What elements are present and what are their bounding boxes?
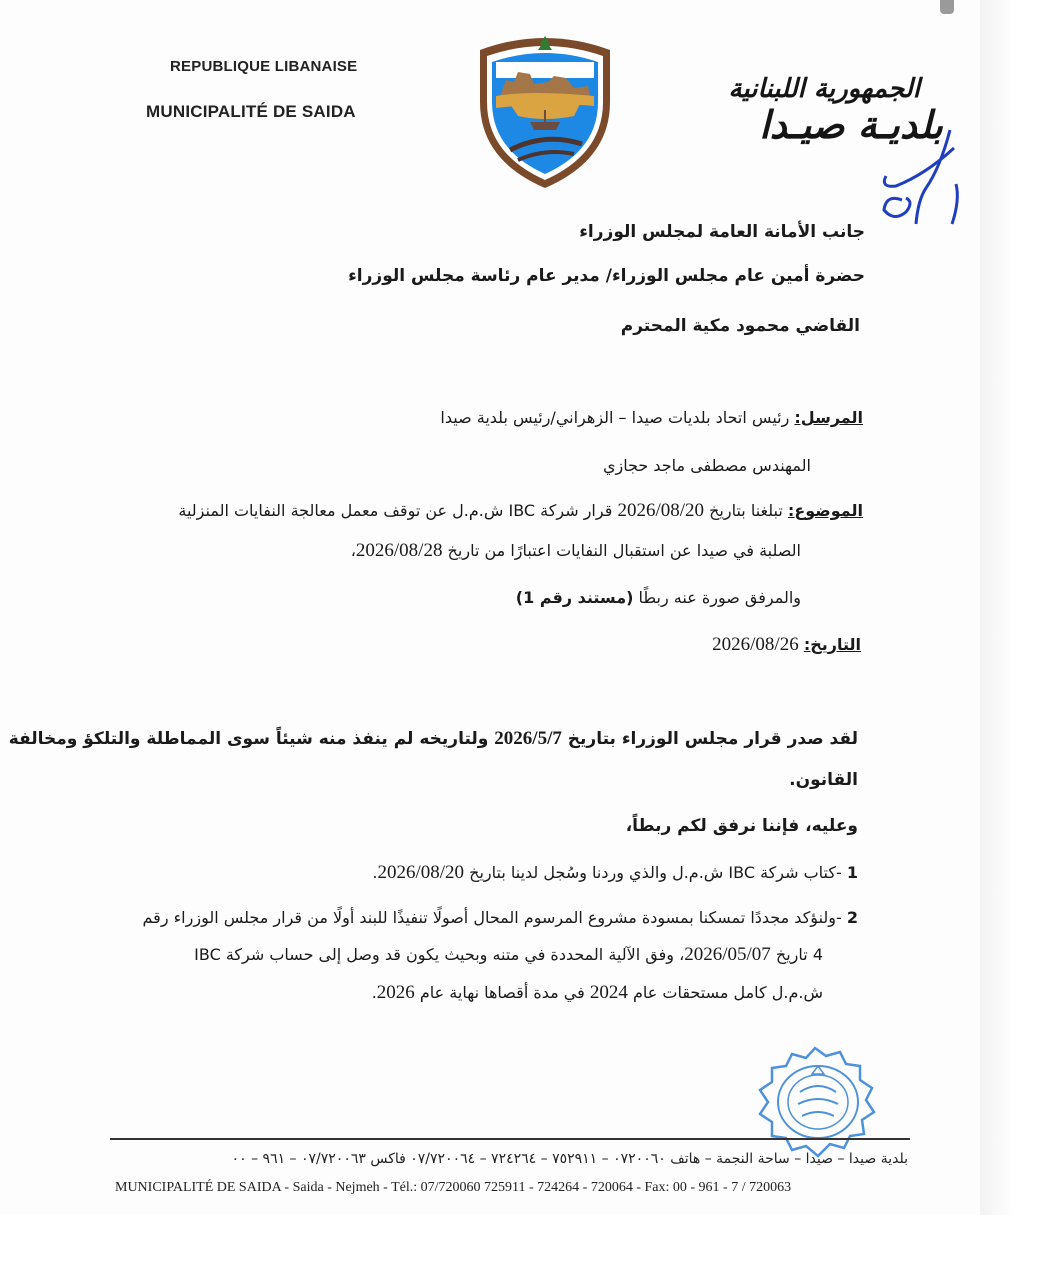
letter-date: 2026/08/20 [377,862,465,883]
header-republic-fr: REPUBLIQUE LIBANAISE [170,58,358,75]
date-line [712,634,861,656]
list-item-1: 1 -كتاب شركة IBC ش.م.ل والذي وردنا وسُجل لدينا بتاريخ 2026/08/20. [372,862,858,883]
list-item-2-number: 2 [846,908,858,927]
list-item-2-line-3: ش.م.ل كامل مستحقات عام 2024 في مدة أقصاها نهاية عام 2026. [371,982,823,1003]
footer-divider [110,1138,910,1140]
council-decision-date: 2026/05/07 [684,944,771,965]
body-paragraph-1: لقد صدر قرار مجلس الوزراء بتاريخ 2026/5/7 ولتاريخه لم ينفذ منه شيئاً سوى المماطلة والتلكؤ ومخالفة [8,728,858,749]
saida-crest-icon [470,32,620,192]
recipient-line-1: جانب الأمانة العامة لمجلس الوزراء [579,222,865,242]
subject-line-2: الصلبة في صيدا عن استقبال النفايات اعتبارًا من تاريخ 2026/08/28، [350,540,801,561]
date-value: 2026/08/26 [712,634,799,655]
date-label: التاريخ: [803,635,861,654]
paper-clip-mark [940,0,954,14]
header-republic-ar: الجمهورية اللبنانية [728,74,920,104]
subject-line-1: الموضوع: تبلغنا بتاريخ 2026/08/20 قرار شركة IBC ش.م.ل عن توقف معمل معالجة النفايات المنزلية [178,500,863,521]
decision-date: 2026/5/7 [494,728,562,749]
page-edge [980,0,1063,1280]
subject-line-3: والمرفق صورة عنه ربطًا (مستند رقم 1) [515,588,801,607]
sender-line-1 [440,408,863,427]
subject-label: الموضوع: [787,501,863,520]
official-stamp-icon [742,1044,888,1164]
footer-address-fr: MUNICIPALITÉ DE SAIDA - Saida - Nejmeh - Tél.: 07/720060 725911 - 724264 - 720064 - Fax: 00 - 961 - 7 / 720063 [115,1180,792,1195]
list-item-2: 2 -ولنؤكد مجددًا تمسكنا بمسودة مشروع المرسوم المحال أصولًا تنفيذًا للبند أولًا من قرار مجلس الوزراء رقم [142,908,858,927]
header-municipality-ar: بلديـة صيـدا [759,102,943,147]
body-paragraph-1-end: القانون. [789,770,858,790]
subject-date-1: 2026/08/20 [617,500,704,521]
header-municipality-fr: MUNICIPALITÉ DE SAIDA [146,102,356,121]
body-paragraph-2: وعليه، فإننا نرفق لكم ربطاً، [625,816,858,836]
sender-line-2: المهندس مصطفى ماجد حجازي [602,456,811,475]
list-item-1-number: 1 [846,863,858,882]
attachment-ref: (مستند رقم 1) [515,588,634,607]
sender-name: رئيس اتحاد بلديات صيدا – الزهراني/رئيس بلدية صيدا [440,408,795,427]
sender-label: المرسل: [794,408,863,427]
recipient-line-2: حضرة أمين عام مجلس الوزراء/ مدير عام رئاسة مجلس الوزراء [348,266,865,286]
list-item-2-line-2: 4 تاريخ 2026/05/07، وفق الآلية المحددة في متنه وبحيث يكون قد وصل إلى حساب شركة IBC [194,944,823,965]
handwritten-reference-icon [866,128,976,238]
footer-address-ar: بلدية صيدا – صيدا – ساحة النجمة – هاتف ٠٧٢٠٠٦٠ – ٧٥٢٩١١ – ٧٢٤٢٦٤ – ٠٧/٧٢٠٠٦٤ فاكس ٠٧/٧٢٠٠٦٣ – ٩٦١ – ٠٠ [231,1151,908,1167]
page-bottom-margin [0,1215,1063,1280]
recipient-line-3: القاضي محمود مكية المحترم [620,316,860,336]
subject-date-2: 2026/08/28 [355,540,443,561]
